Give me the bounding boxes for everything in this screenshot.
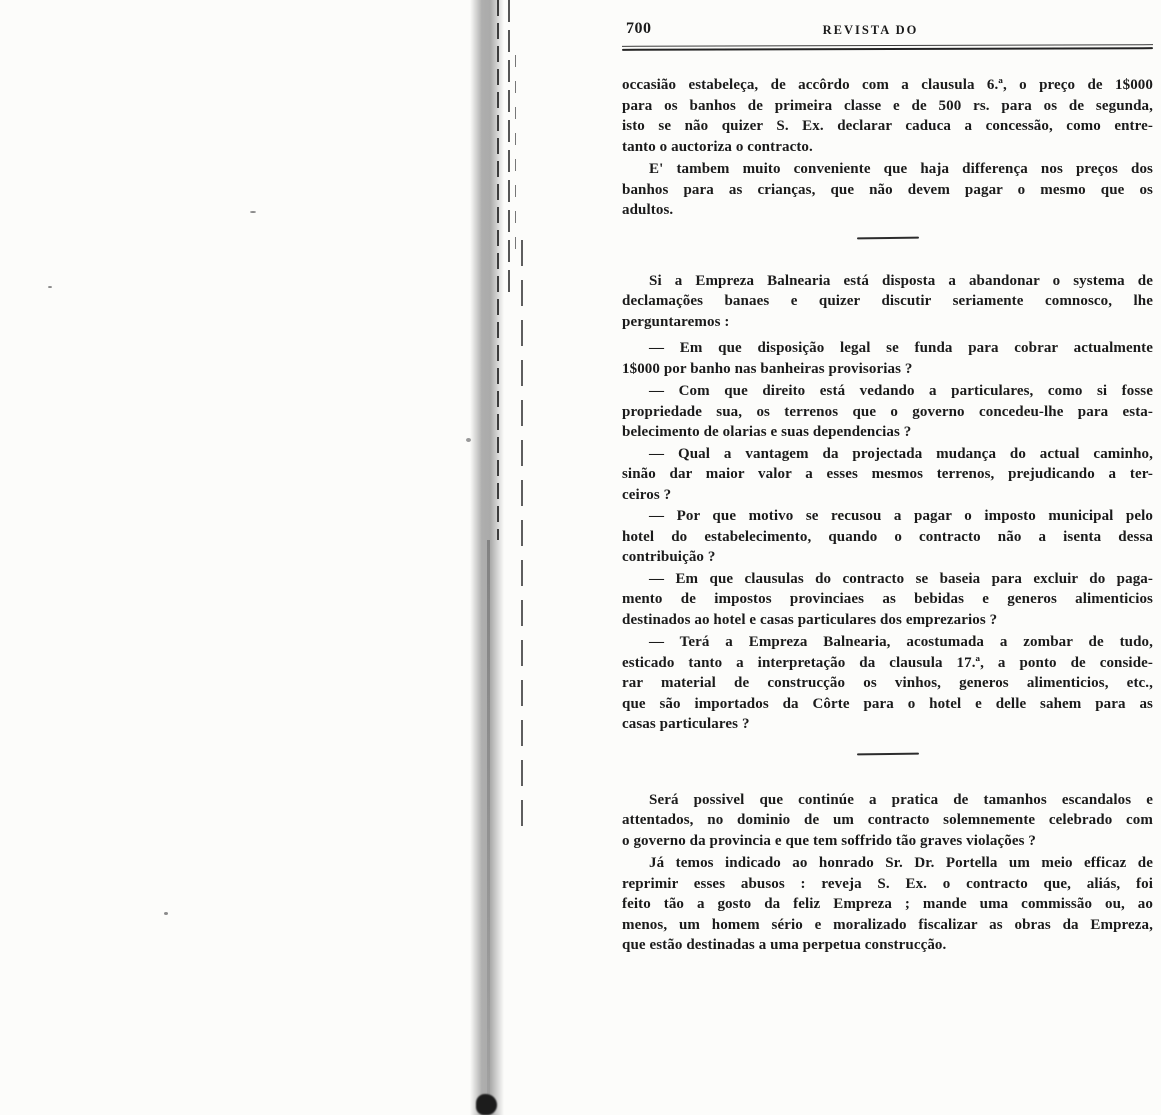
header-rule — [622, 44, 1153, 52]
text-line: declamações banaes e quizer discutir seriamente comnosco, lhe — [622, 293, 1153, 309]
paragraph — [622, 338, 1153, 379]
text-line: que estão destinadas a uma perpetua construcção. — [622, 937, 947, 953]
text-line: destinados ao hotel e casas particulares dos emprezarios ? — [622, 611, 998, 628]
text-line: Já temos indicado ao honrado Sr. Dr. Portella um meio efficaz de — [649, 855, 1153, 871]
page-edge-line — [487, 540, 490, 1100]
paragraph — [622, 569, 1153, 631]
paragraph — [622, 444, 1153, 506]
text-line: reprimir esses abusos : reveja S. Ex. o contracto que, aliás, foi — [622, 875, 1153, 892]
text-line: sinão dar maior valor a esses mesmos terrenos, prejudicando a ter- — [622, 466, 1153, 482]
paragraph — [622, 506, 1153, 568]
text-line: occasião estabeleça, de accôrdo com a clausula 6.ª, o preço de 1$000 — [622, 77, 1153, 93]
text-line: E' tambem muito conveniente que haja differença nos preços dos — [649, 161, 1153, 177]
page-edge-line — [521, 240, 523, 830]
text-line: propriedade sua, os terrenos que o governo concedeu-lhe para esta- — [622, 403, 1153, 420]
body-text — [622, 75, 1153, 956]
text-line: isto se não quizer S. Ex. declarar caduca a concessão, como entre- — [622, 118, 1153, 134]
page-number: 700 — [626, 20, 652, 37]
scan-speck — [48, 286, 52, 288]
text-line: feito tão a gosto da feliz Empreza ; mande uma commissão ou, ao — [622, 896, 1153, 912]
scan-speck — [466, 438, 471, 442]
text-line: Si a Empreza Balnearia está disposta a abandonar o systema de — [649, 272, 1153, 289]
text-line: esticado tanto a interpretação da clausula 17.ª, a ponto de conside- — [622, 654, 1153, 671]
text-line: — Qual a vantagem da projectada mudança do actual caminho, — [649, 445, 1153, 462]
paragraph — [622, 790, 1153, 852]
section-divider — [856, 236, 918, 239]
text-line: para os banhos de primeira classe e de 500 rs. para os de segunda, — [622, 97, 1153, 114]
page-header — [622, 20, 1153, 42]
paragraph — [622, 632, 1153, 735]
paragraph — [622, 853, 1153, 956]
scan-speck — [164, 912, 168, 915]
text-line: perguntaremos : — [622, 313, 730, 330]
text-line: menos, um homem sério e moralizado fiscalizar as obras da Empreza, — [622, 916, 1153, 933]
text-line: — Em que disposição legal se funda para cobrar actualmente — [649, 340, 1153, 356]
scanned-page — [622, 20, 1153, 956]
text-line: mento de impostos provinciaes as bebidas e generos alimenticios — [622, 591, 1153, 607]
running-title: REVISTA DO — [822, 23, 919, 37]
text-line: 1$000 por banho nas banheiras provisorias ? — [622, 360, 913, 377]
section-divider — [856, 752, 918, 755]
text-line: attentados, no dominio de um contracto solemnemente celebrado com — [622, 812, 1153, 828]
text-line: Será possivel que continúe a pratica de tamanhos escandalos e — [649, 791, 1153, 808]
scan-ink-blob — [476, 1094, 497, 1115]
text-line: belecimento de olarias e suas dependencias ? — [622, 424, 912, 440]
text-line: hotel do estabelecimento, quando o contracto não a isenta dessa — [622, 528, 1153, 545]
header-rule-bottom — [622, 47, 1153, 51]
text-line: — Por que motivo se recusou a pagar o imposto municipal pelo — [649, 508, 1153, 524]
paragraph — [622, 75, 1153, 157]
paragraph — [622, 271, 1153, 333]
text-line: — Em que clausulas do contracto se baseia para excluir do paga- — [649, 570, 1153, 587]
page-edge-line — [515, 55, 516, 255]
text-line: tanto o auctoriza o contracto. — [622, 138, 813, 155]
paragraph — [622, 381, 1153, 443]
text-line: rar material de construcção os vinhos, generos alimenticios, etc., — [622, 675, 1153, 691]
text-line: banhos para as crianças, que não devem pagar o mesmo que os — [622, 181, 1153, 198]
page-edge-line — [508, 0, 510, 295]
text-line: casas particulares ? — [622, 716, 750, 732]
text-line: contribuição ? — [622, 549, 716, 565]
text-line: que são importados da Côrte para o hotel e delle sahem para as — [622, 695, 1153, 712]
text-line: — Terá a Empreza Balnearia, acostumada a zombar de tudo, — [649, 634, 1153, 650]
text-line: o governo da provincia e que tem soffrido tão graves violações ? — [622, 832, 1036, 849]
text-line: — Com que direito está vedando a particulares, como si fosse — [649, 383, 1153, 399]
text-line: adultos. — [622, 202, 674, 218]
scan-speck — [250, 211, 256, 213]
paragraph — [622, 159, 1153, 221]
text-line: ceiros ? — [622, 486, 672, 503]
page-edge-line — [497, 0, 499, 540]
